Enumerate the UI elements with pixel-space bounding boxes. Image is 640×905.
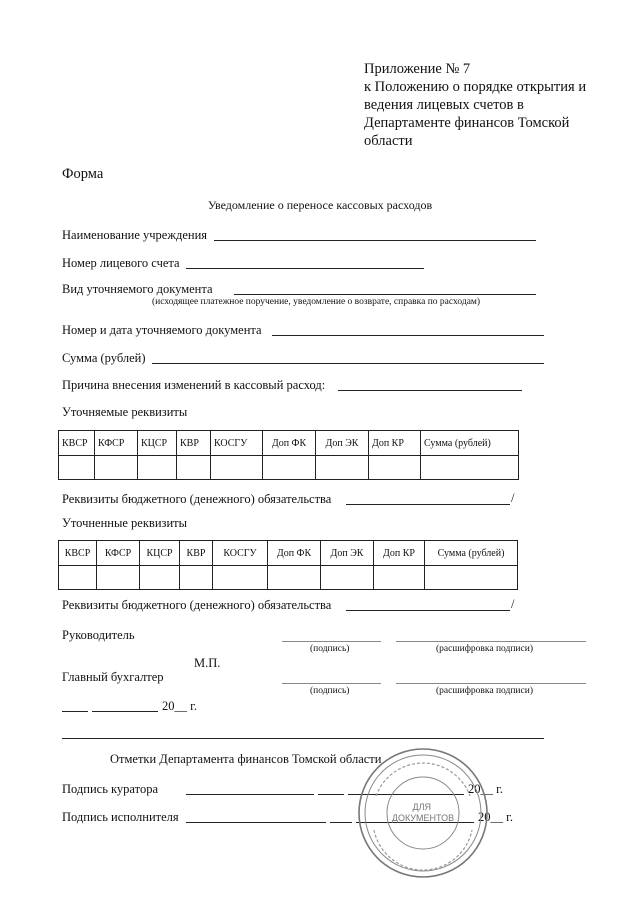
table-header-cell: Доп ФК xyxy=(263,431,316,456)
table-header-cell: Сумма (рублей) xyxy=(425,541,518,566)
table-cell[interactable] xyxy=(263,456,316,480)
table-cell[interactable] xyxy=(268,566,321,590)
table-header-cell: Доп ЭК xyxy=(321,541,374,566)
table-cell[interactable] xyxy=(213,566,268,590)
obligation-label: Реквизиты бюджетного (денежного) обязательства xyxy=(62,492,332,506)
table-cell[interactable] xyxy=(59,566,97,590)
table-cell[interactable] xyxy=(59,456,95,480)
table-cell[interactable] xyxy=(95,456,138,480)
appendix-line: Приложение № 7 xyxy=(364,61,471,77)
section-clarified: Уточняемые реквизиты xyxy=(62,405,188,419)
table-header-cell: КВСР xyxy=(59,541,97,566)
table-header-cell: КФСР xyxy=(97,541,140,566)
executor-signature-field[interactable] xyxy=(186,822,326,823)
table-header-cell: Доп КР xyxy=(369,431,421,456)
head-decode-hint: (расшифровка подписи) xyxy=(436,644,533,654)
head-label: Руководитель xyxy=(62,628,135,642)
stamp-seal-icon xyxy=(356,746,490,880)
curator-year: 20__ г. xyxy=(468,782,503,796)
head-signature-line[interactable] xyxy=(282,641,381,642)
doc-type-field[interactable] xyxy=(234,294,536,295)
table-header-cell: Доп ЭК xyxy=(316,431,369,456)
obligation-suffix: / xyxy=(511,491,515,505)
stamp-text: ДЛЯ ДОКУМЕНТОВ xyxy=(391,802,455,823)
updated-requisites-table xyxy=(58,540,518,590)
executor-year: 20__ г. xyxy=(478,810,513,824)
obligation-suffix-2: / xyxy=(511,597,515,611)
amount-field[interactable] xyxy=(152,363,544,364)
table-row xyxy=(59,456,519,480)
table-header-row xyxy=(59,431,519,456)
obligation-field-2[interactable] xyxy=(346,610,510,611)
chief-accountant-label: Главный бухгалтер xyxy=(62,670,164,684)
table-cell[interactable] xyxy=(140,566,180,590)
table-cell[interactable] xyxy=(316,456,369,480)
seal-mark: М.П. xyxy=(194,656,221,670)
date-year: 20__ г. xyxy=(162,699,197,713)
executor-day-field[interactable] xyxy=(330,822,352,823)
head-decode-line[interactable] xyxy=(396,641,586,642)
executor-label: Подпись исполнителя xyxy=(62,810,179,824)
reason-label: Причина внесения изменений в кассовый расход: xyxy=(62,378,326,392)
obligation-field[interactable] xyxy=(346,504,510,505)
accountant-decode-hint: (расшифровка подписи) xyxy=(436,686,533,696)
table-header-cell: КЦСР xyxy=(140,541,180,566)
table-cell[interactable] xyxy=(138,456,177,480)
table-cell[interactable] xyxy=(180,566,213,590)
table-cell[interactable] xyxy=(177,456,211,480)
table-header-cell: КВР xyxy=(180,541,213,566)
dept-heading: Отметки Департамента финансов Томской области xyxy=(110,752,382,766)
table-header-cell: Сумма (рублей) xyxy=(421,431,519,456)
institution-label: Наименование учреждения xyxy=(62,228,208,242)
table-header-cell: КВР xyxy=(177,431,211,456)
doc-type-hint: (исходящее платежное поручение, уведомление о возврате, справка по расходам) xyxy=(152,297,481,307)
official-stamp xyxy=(356,746,490,880)
table-header-cell: КВСР xyxy=(59,431,95,456)
institution-field[interactable] xyxy=(214,240,536,241)
document-title: Уведомление о переносе кассовых расходов xyxy=(207,198,433,212)
doc-number-label: Номер и дата уточняемого документа xyxy=(62,323,262,337)
account-field[interactable] xyxy=(186,268,424,269)
accountant-sign-hint: (подпись) xyxy=(310,686,350,696)
obligation-label-2: Реквизиты бюджетного (денежного) обязательства xyxy=(62,598,332,612)
table-cell[interactable] xyxy=(374,566,425,590)
table-row xyxy=(59,566,518,590)
table-header-cell: Доп ФК xyxy=(268,541,321,566)
table-header-cell: КОСГУ xyxy=(211,431,263,456)
table-header-cell: КФСР xyxy=(95,431,138,456)
reason-field[interactable] xyxy=(338,390,522,391)
appendix-line: к Положению о порядке открытия и xyxy=(364,79,587,95)
appendix-line: ведения лицевых счетов в xyxy=(364,97,524,113)
table-header-row xyxy=(59,541,518,566)
section-updated: Уточненные реквизиты xyxy=(62,516,187,530)
table-cell[interactable] xyxy=(425,566,518,590)
table-cell[interactable] xyxy=(97,566,140,590)
amount-label: Сумма (рублей) xyxy=(62,351,146,365)
table-cell[interactable] xyxy=(369,456,421,480)
appendix-header xyxy=(364,60,624,150)
account-label: Номер лицевого счета xyxy=(62,256,180,270)
table-cell[interactable] xyxy=(321,566,374,590)
date-day-field[interactable] xyxy=(62,711,88,712)
curator-day-field[interactable] xyxy=(318,794,344,795)
appendix-line: области xyxy=(364,133,413,149)
clarified-requisites-table xyxy=(58,430,519,480)
table-header-cell: КЦСР xyxy=(138,431,177,456)
curator-label: Подпись куратора xyxy=(62,782,158,796)
date-month-field[interactable] xyxy=(92,711,158,712)
appendix-line: Департаменте финансов Томской xyxy=(364,115,570,131)
table-header-cell: Доп КР xyxy=(374,541,425,566)
curator-signature-field[interactable] xyxy=(186,794,314,795)
doc-type-label: Вид уточняемого документа xyxy=(62,282,213,296)
head-sign-hint: (подпись) xyxy=(310,644,350,654)
separator-line xyxy=(62,738,544,739)
table-cell[interactable] xyxy=(211,456,263,480)
form-label: Форма xyxy=(62,166,104,182)
doc-number-field[interactable] xyxy=(272,335,544,336)
table-header-cell: КОСГУ xyxy=(213,541,268,566)
accountant-decode-line[interactable] xyxy=(396,683,586,684)
accountant-signature-line[interactable] xyxy=(282,683,381,684)
table-cell[interactable] xyxy=(421,456,519,480)
